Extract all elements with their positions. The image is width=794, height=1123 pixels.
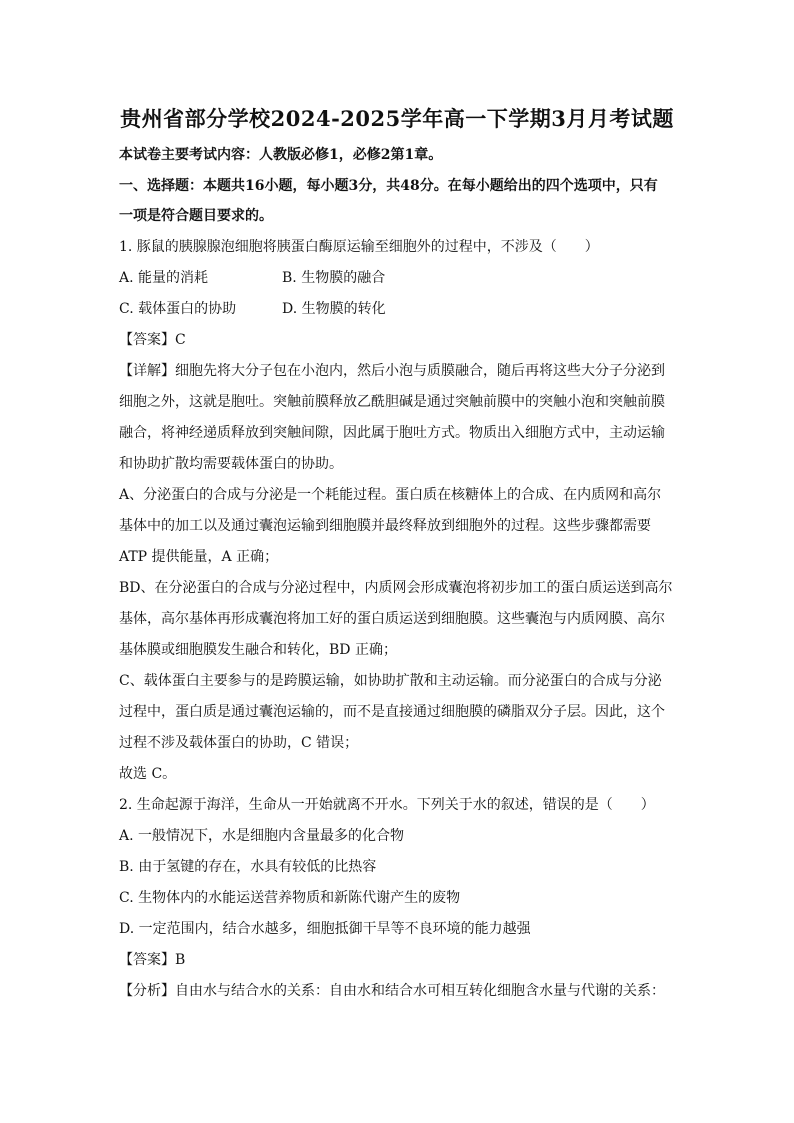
question-1-detail-line: 融合，将神经递质释放到突触间隙，因此属于胞吐方式。物质出入细胞方式中，主动运输 bbox=[119, 425, 665, 441]
question-1-detail-line: 基体膜或细胞膜发生融合和转化，BD 正确； bbox=[119, 642, 397, 658]
section-heading-line-1: 一、选择题：本题共16小题，每小题3分，共48分。在每小题给出的四个选项中，只有 bbox=[119, 178, 658, 194]
question-1-detail-line: 过程不涉及载体蛋白的协助，C 错误； bbox=[119, 735, 359, 751]
question-1-answer: 【答案】C bbox=[119, 332, 186, 348]
exam-scope-note: 本试卷主要考试内容：人教版必修1，必修2第1章。 bbox=[119, 147, 443, 163]
question-2-analysis: 【分析】自由水与结合水的关系：自由水和结合水可相互转化细胞含水量与代谢的关系： bbox=[119, 983, 665, 999]
question-1-option-d: D. 生物膜的转化 bbox=[282, 301, 386, 317]
question-1-detail-line: ATP 提供能量，A 正确； bbox=[119, 549, 279, 565]
question-1-options-row-2 bbox=[119, 299, 386, 319]
question-1-detail-line: BD、在分泌蛋白的合成与分泌过程中，内质网会形成囊泡将初步加工的蛋白质运送到高尔 bbox=[119, 580, 673, 596]
question-1-detail-line: 过程中，蛋白质是通过囊泡运输的，而不是直接通过细胞膜的磷脂双分子层。因此，这个 bbox=[119, 704, 665, 720]
question-1-option-b: B. 生物膜的融合 bbox=[282, 270, 386, 286]
section-heading-line-2: 一项是符合题目要求的。 bbox=[119, 208, 273, 224]
question-2-answer: 【答案】B bbox=[119, 952, 186, 968]
question-1-detail-line: 基体，高尔基体再形成囊泡将加工好的蛋白质运送到细胞膜。这些囊泡与内质网膜、高尔 bbox=[119, 611, 665, 627]
question-2-option-a: A. 一般情况下，水是细胞内含量最多的化合物 bbox=[119, 828, 405, 844]
question-2-option-c: C. 生物体内的水能运送营养物质和新陈代谢产生的废物 bbox=[119, 890, 461, 906]
question-1-options-row-1 bbox=[119, 268, 386, 288]
question-1-detail-line: A、分泌蛋白的合成与分泌是一个耗能过程。蛋白质在核糖体上的合成、在内质网和高尔 bbox=[119, 487, 662, 503]
question-1-detail-line: 和协助扩散均需要载体蛋白的协助。 bbox=[119, 456, 343, 472]
question-1-detail-line: 【详解】细胞先将大分子包在小泡内，然后小泡与质膜融合，随后再将这些大分子分泌到 bbox=[119, 363, 665, 379]
page-title: 贵州省部分学校2024-2025学年高一下学期3月月考试题 bbox=[120, 106, 674, 131]
question-2-option-d: D. 一定范围内，结合水越多，细胞抵御干旱等不良环境的能力越强 bbox=[119, 921, 531, 937]
question-1-detail-line: 故选 C。 bbox=[119, 766, 177, 782]
question-1-detail-line: 细胞之外，这就是胞吐。突触前膜释放乙酰胆碱是通过突触前膜中的突触小泡和突触前膜 bbox=[119, 394, 665, 410]
question-2-stem: 2. 生命起源于海洋，生命从一开始就离不开水。下列关于水的叙述，错误的是（ ） bbox=[119, 797, 655, 813]
question-1-detail-line: 基体中的加工以及通过囊泡运输到细胞膜并最终释放到细胞外的过程。这些步骤都需要 bbox=[119, 518, 651, 534]
question-1-detail-line: C、载体蛋白主要参与的是跨膜运输，如协助扩散和主动运输。而分泌蛋白的合成与分泌 bbox=[119, 673, 662, 689]
question-1-option-c: C. 载体蛋白的协助 bbox=[119, 301, 237, 317]
question-1-stem: 1. 豚鼠的胰腺腺泡细胞将胰蛋白酶原运输至细胞外的过程中，不涉及（ ） bbox=[119, 239, 599, 255]
question-2-option-b: B. 由于氢键的存在，水具有较低的比热容 bbox=[119, 859, 377, 875]
question-1-option-a: A. 能量的消耗 bbox=[119, 270, 209, 286]
